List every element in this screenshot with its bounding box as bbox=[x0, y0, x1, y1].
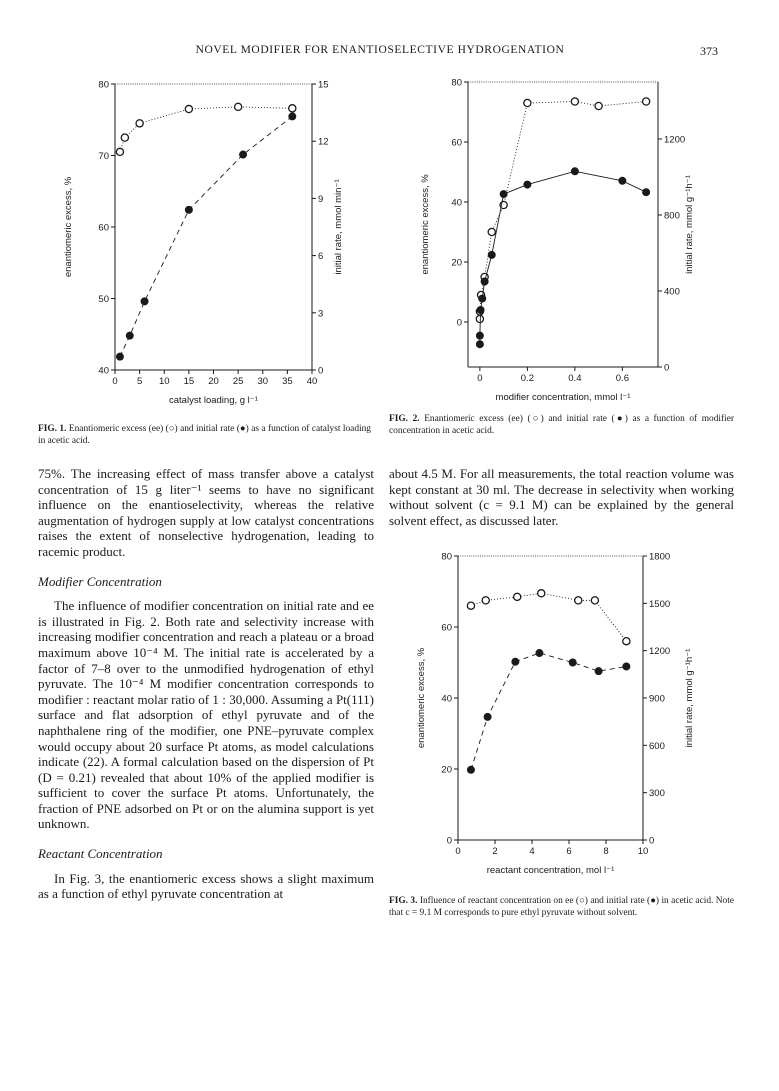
x-tick-label: 0 bbox=[455, 846, 461, 857]
x-tick-label: 15 bbox=[183, 376, 195, 387]
ee-data-point bbox=[514, 593, 521, 600]
rate-data-point bbox=[476, 332, 483, 339]
x-tick-label: 6 bbox=[566, 846, 572, 857]
y-tick-label: 80 bbox=[451, 77, 462, 89]
ee-data-point bbox=[482, 597, 489, 604]
x-axis-label: catalyst loading, g l⁻¹ bbox=[169, 395, 258, 406]
x-tick-label: 2 bbox=[492, 846, 498, 857]
figure-2-caption-text: Enantiomeric excess (ee) (○) and initial rate (●) as a function of modifier concentration in acetic acid. bbox=[389, 414, 735, 436]
ee-data-point bbox=[524, 99, 531, 106]
rate-data-point bbox=[479, 295, 486, 302]
figure-3-label: FIG. 3. bbox=[389, 896, 418, 906]
x-tick-label: 10 bbox=[158, 376, 170, 387]
x-tick-label: 0.6 bbox=[615, 373, 629, 384]
y-tick-label: 40 bbox=[451, 197, 462, 209]
ee-data-point bbox=[289, 105, 296, 112]
y-tick-label: 60 bbox=[451, 137, 462, 149]
y2-tick-label: 400 bbox=[664, 286, 680, 298]
y2-tick-label: 1500 bbox=[649, 598, 671, 610]
paragraph-continuation: 75%. The increasing effect of mass transfer above a catalyst concentration of 15 g liter⁻¹ seems to have no significant influence on the enantioselectivity, whereas the relative augmentation of hydrogen supply at low catalyst concentrations raises the extent of nonselective hydrogenation, leading to racemic product. bbox=[38, 466, 374, 559]
ee-data-point bbox=[121, 134, 128, 141]
page-number: 373 bbox=[700, 44, 718, 58]
ee-data-point bbox=[575, 597, 582, 604]
ee-data-point bbox=[591, 597, 598, 604]
y-tick-label: 40 bbox=[441, 693, 452, 705]
rate-data-point bbox=[126, 332, 133, 339]
y2-tick-label: 9 bbox=[318, 193, 324, 205]
y-tick-label: 20 bbox=[441, 764, 452, 776]
rate-data-point bbox=[569, 659, 576, 666]
y2-tick-label: 800 bbox=[664, 210, 680, 222]
figure-2-chart bbox=[410, 70, 750, 420]
ee-series-line bbox=[120, 107, 292, 152]
rate-data-point bbox=[623, 663, 630, 670]
x-tick-label: 10 bbox=[637, 846, 649, 857]
y2-tick-label: 12 bbox=[318, 136, 329, 148]
section-heading-modifier: Modifier Concentration bbox=[38, 573, 162, 589]
y-tick-label: 0 bbox=[456, 317, 462, 329]
y-tick-label: 20 bbox=[451, 257, 462, 269]
rate-series-line bbox=[471, 653, 626, 770]
ee-data-point bbox=[488, 228, 495, 235]
ee-data-point bbox=[467, 602, 474, 609]
rate-series-line bbox=[120, 116, 292, 356]
x-tick-label: 0.2 bbox=[520, 373, 534, 384]
y2-tick-label: 1200 bbox=[664, 134, 686, 146]
y2-axis-label: initial rate, mmol g⁻¹h⁻¹ bbox=[684, 175, 695, 274]
rate-data-point bbox=[239, 151, 246, 158]
y-tick-label: 70 bbox=[98, 151, 109, 162]
y-axis-label: enantiomeric excess, % bbox=[420, 174, 431, 275]
ee-data-point bbox=[136, 120, 143, 127]
ee-series-line bbox=[471, 593, 626, 641]
y2-tick-label: 0 bbox=[664, 362, 670, 374]
rate-data-point bbox=[524, 181, 531, 188]
ee-data-point bbox=[623, 638, 630, 645]
y2-tick-label: 600 bbox=[649, 740, 665, 752]
y2-tick-label: 900 bbox=[649, 693, 665, 705]
y2-axis-label: initial rate, mmol min⁻¹ bbox=[333, 179, 344, 275]
rate-data-point bbox=[116, 353, 123, 360]
x-tick-label: 0 bbox=[477, 373, 483, 384]
x-tick-label: 30 bbox=[257, 376, 269, 387]
rate-data-point bbox=[476, 341, 483, 348]
rate-data-point bbox=[643, 189, 650, 196]
y-tick-label: 40 bbox=[98, 365, 109, 377]
rate-data-point bbox=[595, 668, 602, 675]
ee-series-line bbox=[480, 102, 646, 320]
running-head: NOVEL MODIFIER FOR ENANTIOSELECTIVE HYDROGENATION bbox=[195, 44, 565, 56]
rate-data-point bbox=[185, 206, 192, 213]
y-tick-label: 0 bbox=[446, 835, 452, 847]
section-heading-reactant: Reactant Concentration bbox=[38, 846, 163, 862]
y2-tick-label: 3 bbox=[318, 308, 324, 320]
x-tick-label: 4 bbox=[529, 846, 535, 857]
y2-tick-label: 0 bbox=[318, 365, 324, 377]
rate-data-point bbox=[488, 251, 495, 258]
x-tick-label: 0 bbox=[112, 376, 118, 387]
rate-data-point bbox=[619, 177, 626, 184]
rate-data-point bbox=[141, 298, 148, 305]
y-tick-label: 60 bbox=[98, 222, 109, 234]
y-tick-label: 80 bbox=[98, 79, 109, 91]
x-axis-label: modifier concentration, mmol l⁻¹ bbox=[495, 392, 631, 403]
y2-tick-label: 6 bbox=[318, 251, 324, 263]
figure-1-chart bbox=[55, 70, 355, 420]
figure-3-caption-text: Influence of reactant concentration on ee (○) and initial rate (●) in acetic acid. Note that c = 9.1 M corresponds to pure ethyl pyruvate without solvent. bbox=[389, 896, 735, 918]
rate-data-point bbox=[571, 168, 578, 175]
y2-tick-label: 1800 bbox=[649, 551, 671, 563]
rate-data-point bbox=[477, 306, 484, 313]
paragraph-reactant: In Fig. 3, the enantiomeric excess shows a slight maximum as a function of ethyl pyruvate concentration at bbox=[38, 870, 374, 902]
figure-1-caption bbox=[38, 424, 371, 447]
figure-2-caption bbox=[389, 414, 734, 437]
rate-data-point bbox=[289, 113, 296, 120]
x-tick-label: 0.4 bbox=[568, 373, 582, 384]
y-tick-label: 50 bbox=[98, 294, 109, 305]
x-tick-label: 40 bbox=[306, 376, 318, 387]
rate-data-point bbox=[512, 658, 519, 665]
y2-tick-label: 300 bbox=[649, 788, 665, 800]
figure-3-chart bbox=[400, 548, 745, 898]
rate-data-point bbox=[536, 649, 543, 656]
right-column bbox=[389, 466, 734, 528]
page-header bbox=[0, 44, 779, 64]
y2-axis-label: initial rate, mmol g⁻¹h⁻¹ bbox=[684, 648, 695, 748]
figure-3-caption bbox=[389, 896, 734, 919]
x-tick-label: 5 bbox=[136, 376, 143, 387]
ee-data-point bbox=[538, 590, 545, 597]
figure-2-label: FIG. 2. bbox=[389, 414, 420, 424]
rate-data-point bbox=[467, 766, 474, 773]
rate-data-point bbox=[484, 713, 491, 720]
ee-data-point bbox=[571, 98, 578, 105]
x-tick-label: 35 bbox=[282, 376, 293, 387]
ee-data-point bbox=[116, 148, 123, 155]
y2-tick-label: 1200 bbox=[649, 646, 671, 658]
y-tick-label: 80 bbox=[441, 551, 452, 563]
y-tick-label: 60 bbox=[441, 622, 452, 634]
ee-data-point bbox=[595, 102, 602, 109]
figure-1-label: FIG. 1. bbox=[38, 424, 67, 434]
ee-data-point bbox=[643, 98, 650, 105]
x-tick-label: 8 bbox=[603, 846, 609, 857]
x-tick-label: 20 bbox=[208, 376, 219, 387]
y2-tick-label: 15 bbox=[318, 79, 329, 91]
ee-data-point bbox=[235, 103, 242, 110]
rate-data-point bbox=[481, 278, 488, 285]
x-tick-label: 25 bbox=[232, 376, 244, 387]
rate-data-point bbox=[500, 191, 507, 198]
paragraph-right: about 4.5 M. For all measurements, the total reaction volume was kept constant at 30 ml. The decrease in selectivity when working without solvent (c = 9.1 M) can be explained by the general solvent effect, as discussed later. bbox=[389, 466, 734, 528]
paragraph-modifier: The influence of modifier concentration on initial rate and ee is illustrated in Fig. 2. Both rate and selectivity increase with increasing modifier concentration and reach a plateau or a broad maximum above 10⁻⁴ M. The initial rate is accelerated by a factor of 7–8 over to the unmodified hydrogenation of ethyl pyruvate. The 10⁻⁴ M modifier concentration corresponds to modifier : reactant molar ratio of 1 : 30,000. Assuming a Pt(111) surface and flat adsorption of ethyl pyruvate and of the naphthalene ring of the modifier, one PNE–pyruvate complex would occupy about 20 surface Pt atoms, as model calculations indicate (22). A formal calculation based on the dispersion of Pt (D = 0.21) revealed that about 10% of the applied modifier is sufficient to cover the surface Pt atoms. Unfortunately, the fraction of PNE adsorbed on Pt or on the alumina support is yet unknown. bbox=[38, 598, 374, 832]
ee-data-point bbox=[185, 105, 192, 112]
x-axis-label: reactant concentration, mol l⁻¹ bbox=[486, 865, 615, 876]
y-axis-label: enantiomeric excess, % bbox=[416, 647, 427, 749]
left-column bbox=[38, 466, 374, 902]
figure-1-caption-text: Enantiomeric excess (ee) (○) and initial rate (●) as a function of catalyst loading in acetic acid. bbox=[38, 424, 371, 446]
y2-tick-label: 0 bbox=[649, 835, 655, 847]
y-axis-label: enantiomeric excess, % bbox=[63, 176, 74, 278]
